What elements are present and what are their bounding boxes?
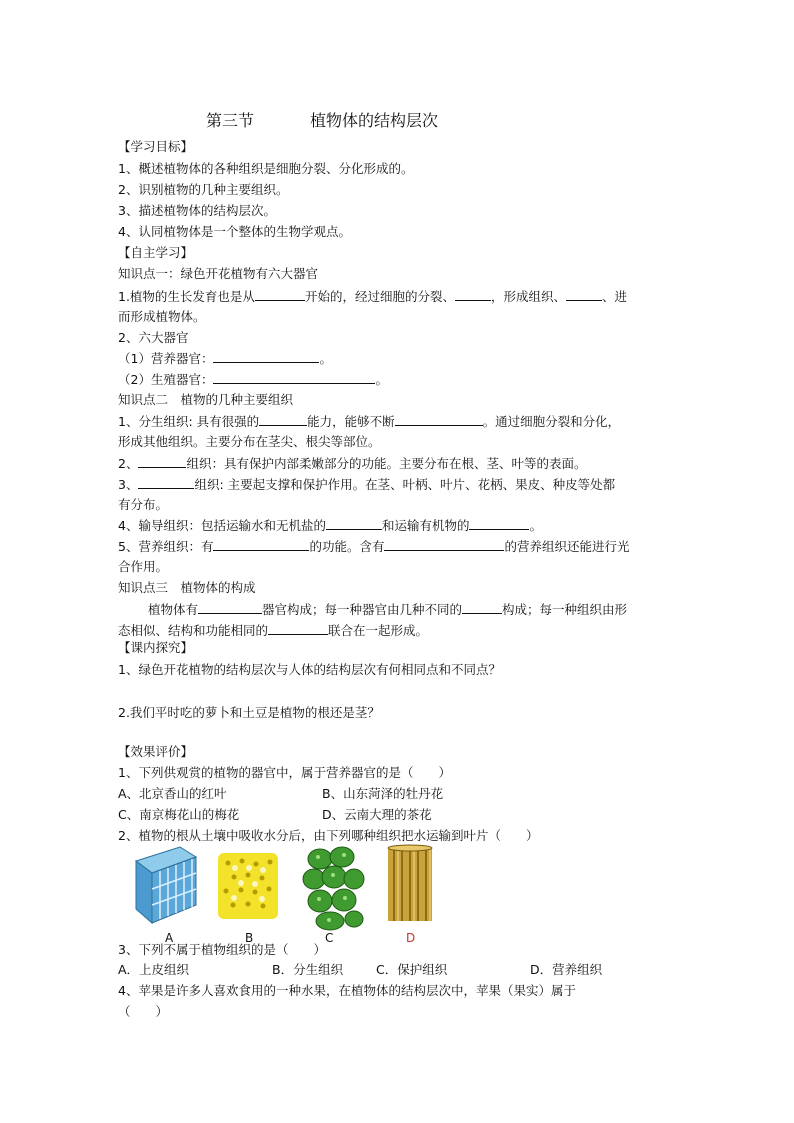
knowledge-point-1: 知识点一：绿色开花植物有六大器官 bbox=[118, 266, 319, 281]
knowledge-point-3: 知识点三 植物体的构成 bbox=[118, 580, 256, 595]
goal-item: 2、识别植物的几种主要组织。 bbox=[118, 182, 289, 197]
k1-question-1-cont: 而形成植物体。 bbox=[118, 309, 206, 324]
fill-blank[interactable] bbox=[213, 350, 319, 363]
fill-blank[interactable] bbox=[384, 538, 504, 551]
eval-question-4-blank: （ ） bbox=[118, 1004, 169, 1019]
tissue-image-b[interactable] bbox=[214, 843, 282, 925]
fill-blank[interactable] bbox=[138, 455, 186, 468]
evaluation-heading: 【效果评价】 bbox=[118, 744, 194, 759]
eval-q3-options bbox=[118, 962, 602, 978]
option-d[interactable]: D、云南大理的茶花 bbox=[322, 807, 432, 822]
fill-blank[interactable] bbox=[213, 371, 375, 384]
tissue-image-c[interactable] bbox=[300, 843, 366, 933]
k2-item-1: 1、分生组织: 具有很强的 能力，能够不断 。通过细胞分裂和分化， bbox=[118, 414, 621, 429]
option-b[interactable]: B．分生组织 bbox=[272, 962, 344, 977]
eval-question-2: 2、植物的根从土壤中吸收水分后，由下列哪种组织把水运输到叶片（ ） bbox=[118, 828, 539, 843]
option-a[interactable]: A、北京香山的红叶 bbox=[118, 786, 227, 801]
tissue-image-a[interactable] bbox=[128, 843, 200, 925]
fill-blank[interactable] bbox=[326, 517, 382, 530]
explore-question-1: 1、绿色开花植物的结构层次与人体的结构层次有何相同点和不同点？ bbox=[118, 662, 501, 677]
option-c[interactable]: C．保护组织 bbox=[376, 962, 448, 977]
section-name: 植物体的结构层次 bbox=[310, 111, 439, 130]
image-label-d: D bbox=[406, 931, 416, 945]
fill-blank[interactable] bbox=[198, 601, 262, 614]
fill-blank[interactable] bbox=[259, 413, 307, 426]
option-b[interactable]: B、山东菏泽的牡丹花 bbox=[322, 786, 444, 801]
tissue-image-d[interactable] bbox=[384, 843, 436, 925]
eval-question-4: 4、苹果是许多人喜欢食用的一种水果，在植物体的结构层次中，苹果（果实）属于 bbox=[118, 983, 576, 998]
goals-heading: 【学习目标】 bbox=[118, 139, 194, 154]
eval-question-1: 1、下列供观赏的植物的器官中，属于营养器官的是（ ） bbox=[118, 765, 451, 780]
fill-blank[interactable] bbox=[255, 288, 305, 301]
k3-text-cont: 态相似、结构和功能相同的 联合在一起形成。 bbox=[118, 623, 429, 638]
image-label-a: A bbox=[165, 931, 174, 945]
explore-heading: 【课内探究】 bbox=[118, 640, 194, 655]
fill-blank[interactable] bbox=[462, 601, 502, 614]
option-d[interactable]: D．营养组织 bbox=[530, 962, 603, 977]
k2-item-2: 2、 组织：具有保护内部柔嫩部分的功能。主要分布在根、茎、叶等的表面。 bbox=[118, 456, 587, 471]
k2-item-5-cont: 合作用。 bbox=[118, 559, 169, 574]
option-c[interactable]: C、南京梅花山的梅花 bbox=[118, 807, 240, 822]
fill-blank[interactable] bbox=[455, 288, 491, 301]
k2-item-3: 3、 组织: 主要起支撑和保护作用。在茎、叶柄、叶片、花柄、果皮、种皮等处都 bbox=[118, 477, 616, 492]
k2-item-5: 5、营养组织：有 的功能。含有 的营养组织还能进行光 bbox=[118, 539, 630, 554]
k1-question-2: 2、六大器官 bbox=[118, 330, 189, 345]
vegetative-organs-line: （1）营养器官： 。 bbox=[118, 351, 332, 366]
eval-q1-options-ab bbox=[118, 786, 443, 802]
image-label-c: C bbox=[325, 931, 334, 945]
k2-item-3-cont: 有分布。 bbox=[118, 497, 169, 512]
fill-blank[interactable] bbox=[566, 288, 602, 301]
self-study-heading: 【自主学习】 bbox=[118, 245, 194, 260]
k1-question-1: 1.植物的生长发育也是从 开始的，经过细胞的分裂、 ，形成组织、 、进 bbox=[118, 289, 627, 304]
fill-blank[interactable] bbox=[268, 622, 328, 635]
goal-item: 4、认同植物体是一个整体的生物学观点。 bbox=[118, 224, 351, 239]
option-a[interactable]: A．上皮组织 bbox=[118, 962, 190, 977]
goal-item: 1、概述植物体的各种组织是细胞分裂、分化形成的。 bbox=[118, 161, 414, 176]
reproductive-organs-line: （2）生殖器官： 。 bbox=[118, 372, 388, 387]
fill-blank[interactable] bbox=[469, 517, 529, 530]
eval-question-3: 3、下列不属于植物组织的是（ ） bbox=[118, 942, 326, 957]
k2-item-1-cont: 形成其他组织。主要分布在茎尖、根尖等部位。 bbox=[118, 434, 381, 449]
section-number: 第三节 bbox=[206, 111, 255, 130]
knowledge-point-2: 知识点二 植物的几种主要组织 bbox=[118, 392, 294, 407]
goal-item: 3、描述植物体的结构层次。 bbox=[118, 203, 276, 218]
fill-blank[interactable] bbox=[138, 476, 194, 489]
fill-blank[interactable] bbox=[213, 538, 309, 551]
eval-q1-options-cd bbox=[118, 807, 432, 823]
k2-item-4: 4、输导组织：包括运输水和无机盐的 和运输有机物的 。 bbox=[118, 518, 542, 533]
page-title bbox=[206, 108, 506, 131]
image-label-b: B bbox=[245, 931, 254, 945]
k3-text: 植物体有 器官构成；每一种器官由几种不同的 构成；每一种组织由形 bbox=[148, 602, 628, 617]
explore-question-2: 2.我们平时吃的萝卜和土豆是植物的根还是茎？ bbox=[118, 705, 380, 720]
fill-blank[interactable] bbox=[395, 413, 483, 426]
